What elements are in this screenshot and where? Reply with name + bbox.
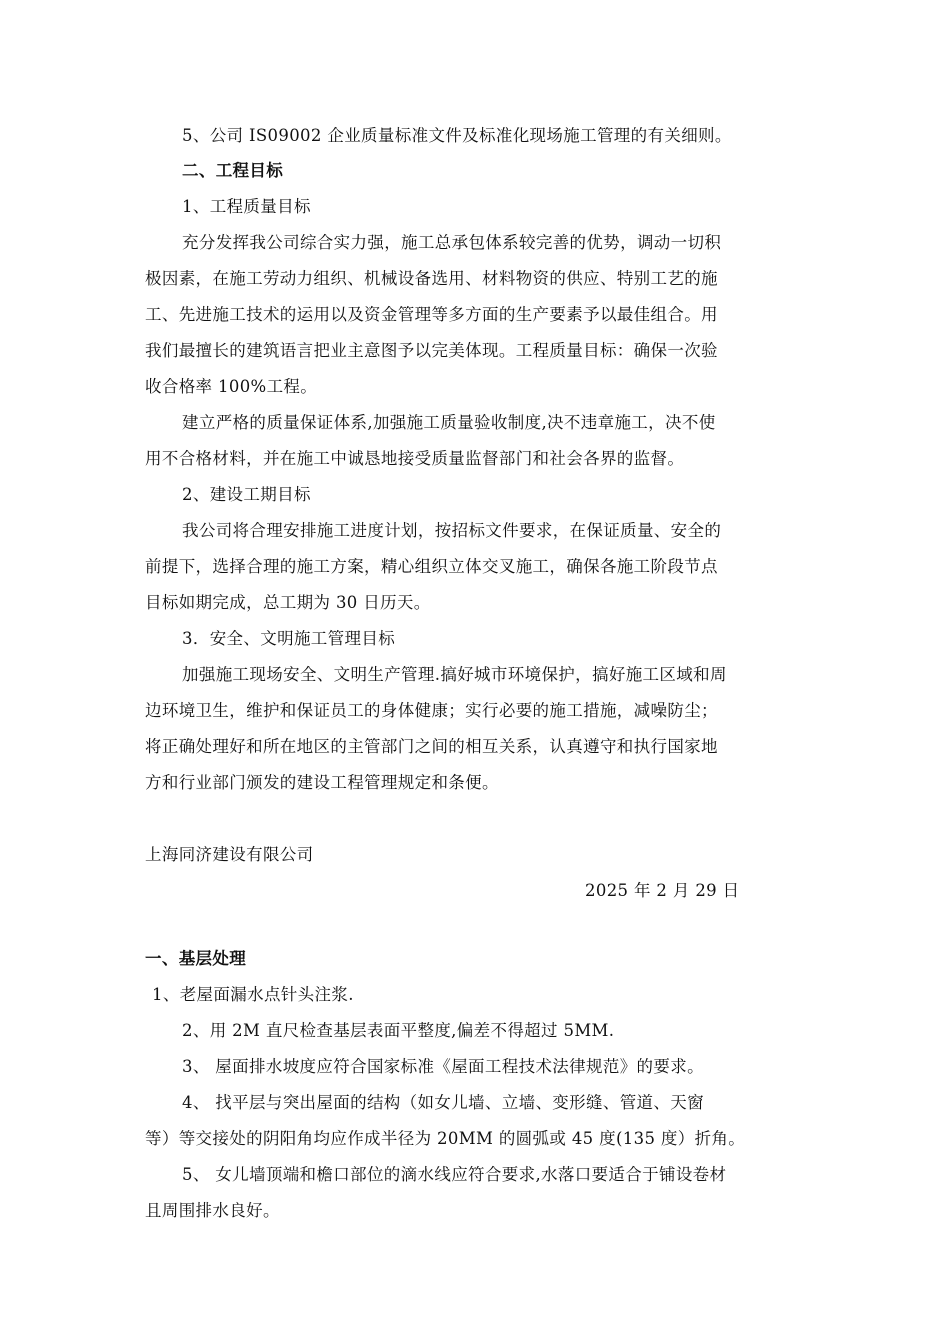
list-item-2: 2、用 2M 直尺检查基层表面平整度,偏差不得超过 5MM. [182,1021,615,1040]
paragraph-line: 边环境卫生，维护和保证员工的身体健康；实行必要的施工措施，减噪防尘； [145,701,718,720]
list-item-5: 5、公司 IS09002 企业质量标准文件及标准化现场施工管理的有关细则。 [182,126,732,145]
paragraph-line: 目标如期完成，总工期为 30 日历天。 [145,593,431,612]
paragraph-line: 我们最擅长的建筑语言把业主意图予以完美体现。工程质量目标：确保一次验 [145,341,718,360]
list-item-4: 4、 找平层与突出屋面的结构（如女儿墙、立墙、变形缝、管道、天窗 [182,1093,704,1112]
paragraph-line: 用不合格材料，并在施工中诚恳地接受质量监督部门和社会各界的监督。 [145,449,685,468]
paragraph-line: 我公司将合理安排施工进度计划，按招标文件要求，在保证质量、安全的 [182,521,722,540]
paragraph-line: 将正确处理好和所在地区的主管部门之间的相互关系，认真遵守和执行国家地 [145,737,718,756]
list-item-3: 3、 屋面排水坡度应符合国家标准《屋面工程技术法律规范》的要求。 [182,1057,704,1076]
list-item-1: 1、老屋面漏水点针头注浆. [152,985,354,1004]
subheading-schedule-goal: 2、建设工期目标 [182,485,311,504]
section-heading-project-goals: 二、工程目标 [182,161,284,180]
paragraph-line: 收合格率 100%工程。 [145,377,318,396]
paragraph-line: 极因素，在施工劳动力组织、机械设备选用、材料物资的供应、特别工艺的施 [145,269,718,288]
paragraph-line: 加强施工现场安全、文明生产管理.搞好城市环境保护，搞好施工区域和周 [182,665,727,684]
subheading-quality-goal: 1、工程质量目标 [182,197,311,216]
paragraph-line: 工、先进施工技术的运用以及资金管理等多方面的生产要素予以最佳组合。用 [145,305,718,324]
subheading-safety-goal: 3．安全、文明施工管理目标 [182,629,396,648]
section-heading-base-treatment: 一、基层处理 [145,949,247,968]
paragraph-line: 充分发挥我公司综合实力强，施工总承包体系较完善的优势，调动一切积 [182,233,722,252]
paragraph-line: 方和行业部门颁发的建设工程管理规定和条便。 [145,773,499,792]
list-item-4-continuation: 等）等交接处的阴阳角均应作成半径为 20MM 的圆弧或 45 度(135 度）折角。 [145,1129,746,1148]
company-name: 上海同济建设有限公司 [145,845,314,864]
paragraph-line: 建立严格的质量保证体系,加强施工质量验收制度,决不违章施工，决不使 [182,413,716,432]
list-item-5-continuation: 且周围排水良好。 [145,1201,280,1220]
list-item-5: 5、 女儿墙顶端和檐口部位的滴水线应符合要求,水落口要适合于铺设卷材 [182,1165,727,1184]
document-date: 2025 年 2 月 29 日 [585,881,740,900]
paragraph-line: 前提下，选择合理的施工方案，精心组织立体交叉施工，确保各施工阶段节点 [145,557,718,576]
